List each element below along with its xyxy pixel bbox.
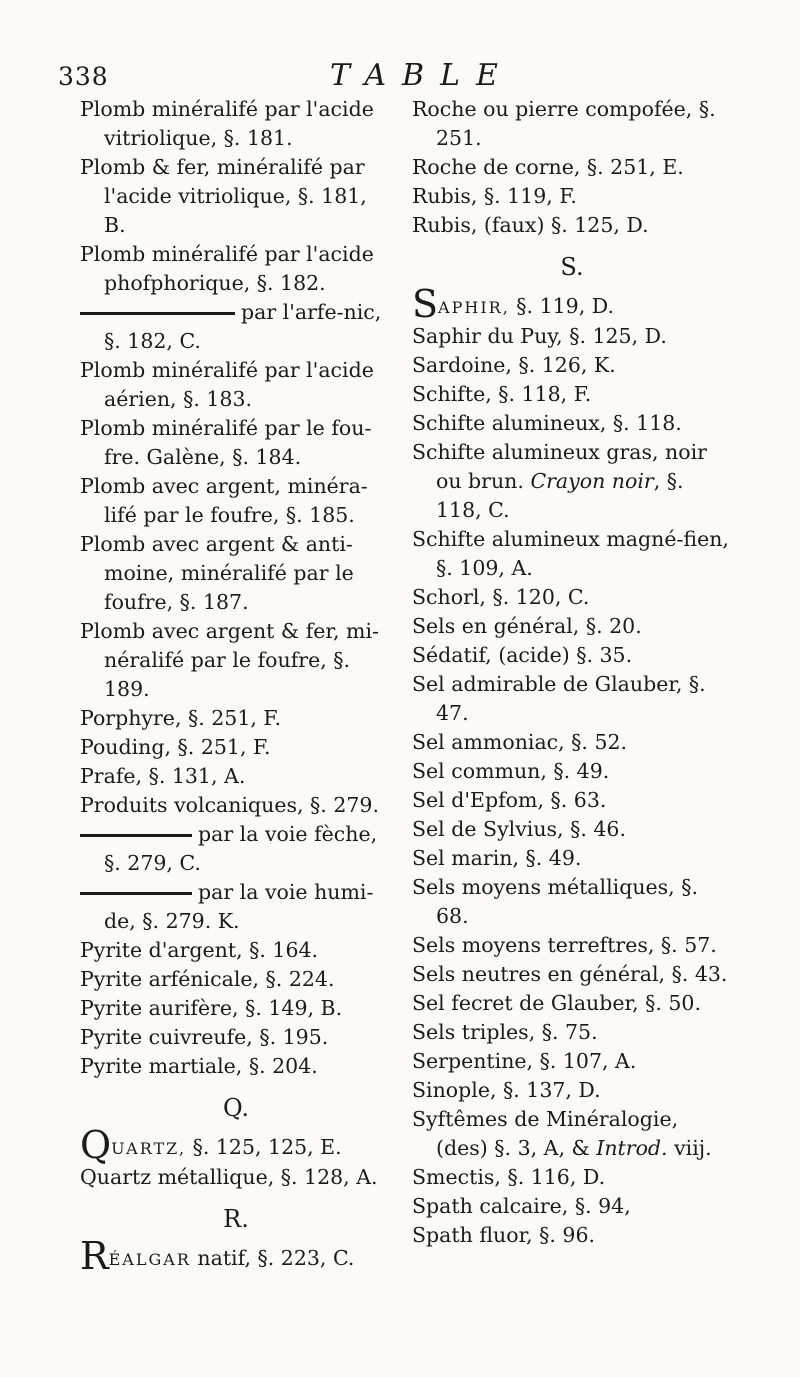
index-entry: Sel marin, §. 49.	[412, 846, 582, 870]
index-entry: Sels triples, §. 75.	[412, 1020, 598, 1044]
index-entry: Plomb minéralifé par l'acide aérien, §. 183.	[80, 358, 374, 411]
index-entry: Saphir du Puy, §. 125, D.	[412, 324, 667, 348]
index-entry: Sels moyens terreftres, §. 57.	[412, 933, 717, 957]
index-entry: Plomb avec argent & fer, mi-néralifé par le foufre, §. 189.	[80, 619, 379, 701]
index-entry: Syftêmes de Minéralogie, (des) §. 3, A, & Introd. viij.	[412, 1107, 712, 1160]
index-entry: Serpentine, §. 107, A.	[412, 1049, 637, 1073]
index-entry: Sédatif, (acide) §. 35.	[412, 643, 633, 667]
index-entry: QUARTZ, §. 125, 125, E.	[80, 1123, 342, 1167]
index-entry: Plomb minéralifé par le fou-fre. Galène, §. 184.	[80, 416, 372, 469]
index-entry: Plomb minéralifé par l'acide phofphorique, §. 182.	[80, 242, 374, 295]
index-entry: Roche de corne, §. 251, E.	[412, 155, 684, 179]
index-entry: SAPHIR, §. 119, D.	[412, 282, 614, 326]
index-entry: Quartz métallique, §. 128, A.	[80, 1165, 378, 1189]
index-entry: Produits volcaniques, §. 279.	[80, 793, 379, 817]
index-entry: Sels neutres en général, §. 43.	[412, 962, 728, 986]
section-letter-q: Q.	[222, 1094, 250, 1122]
right-column	[412, 95, 732, 1250]
index-entry: Pyrite arfénicale, §. 224.	[80, 967, 335, 991]
section-letter-r: R.	[223, 1205, 249, 1233]
index-entry: Prafe, §. 131, A.	[80, 764, 246, 788]
index-entry: Pouding, §. 251, F.	[80, 735, 271, 759]
page-number: 338	[58, 62, 109, 91]
running-title: TABLE	[330, 58, 514, 93]
ditto-rule	[80, 312, 235, 315]
index-entry: Sels moyens métalliques, §. 68.	[412, 875, 698, 928]
index-entry: Schifte alumineux, §. 118.	[412, 411, 682, 435]
index-entry: Spath fluor, §. 96.	[412, 1223, 596, 1247]
index-entry: Pyrite d'argent, §. 164.	[80, 938, 319, 962]
index-entry: Sel de Sylvius, §. 46.	[412, 817, 626, 841]
index-entry-continuation: par la voie humi-de, §. 279. K.	[80, 878, 392, 936]
index-entry: Schifte alumineux magné-fien, §. 109, A.	[412, 527, 729, 580]
index-entry: Pyrite martiale, §. 204.	[80, 1054, 318, 1078]
index-entry: Plomb avec argent, minéra-lifé par le foufre, §. 185.	[80, 474, 368, 527]
index-entry: Sel commun, §. 49.	[412, 759, 610, 783]
left-column	[80, 95, 392, 1278]
index-entry: Porphyre, §. 251, F.	[80, 706, 281, 730]
index-entry: Pyrite aurifère, §. 149, B.	[80, 996, 343, 1020]
index-entry: Plomb minéralifé par l'acide vitriolique, §. 181.	[80, 97, 374, 150]
index-entry: Sels en général, §. 20.	[412, 614, 642, 638]
index-entry: Rubis, (faux) §. 125, D.	[412, 213, 649, 237]
index-entry: Sel admirable de Glauber, §. 47.	[412, 672, 706, 725]
index-entry: Schifte alumineux gras, noir ou brun. Crayon noir, §. 118, C.	[412, 440, 707, 522]
index-entry: Plomb & fer, minéralifé par l'acide vitriolique, §. 181, B.	[80, 155, 367, 237]
index-entry: Spath calcaire, §. 94,	[412, 1194, 631, 1218]
index-entry: Schorl, §. 120, C.	[412, 585, 590, 609]
index-entry: Sel d'Epfom, §. 63.	[412, 788, 607, 812]
index-entry: Smectis, §. 116, D.	[412, 1165, 606, 1189]
index-entry: Sel fecret de Glauber, §. 50.	[412, 991, 701, 1015]
index-entry: Sel ammoniac, §. 52.	[412, 730, 628, 754]
index-entry-continuation: par l'arfe-nic, §. 182, C.	[80, 298, 392, 356]
section-letter-s: S.	[560, 253, 584, 281]
index-entry: RÉALGAR natif, §. 223, C.	[80, 1234, 355, 1278]
index-entry: Sardoine, §. 126, K.	[412, 353, 616, 377]
index-entry: Plomb avec argent & anti-moine, minéralifé par le foufre, §. 187.	[80, 532, 354, 614]
ditto-rule	[80, 892, 192, 895]
index-entry-continuation: par la voie fèche, §. 279, C.	[80, 820, 392, 878]
index-entry: Sinople, §. 137, D.	[412, 1078, 601, 1102]
index-entry: Rubis, §. 119, F.	[412, 184, 577, 208]
index-entry: Roche ou pierre compofée, §. 251.	[412, 97, 716, 150]
index-entry: Schifte, §. 118, F.	[412, 382, 592, 406]
index-entry: Pyrite cuivreufe, §. 195.	[80, 1025, 329, 1049]
ditto-rule	[80, 834, 192, 837]
